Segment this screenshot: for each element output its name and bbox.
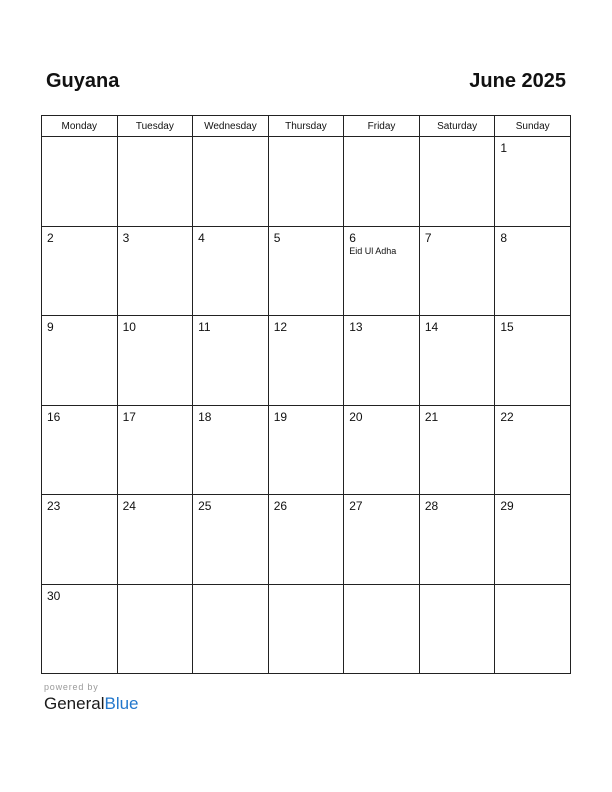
brand-blue-text: Blue	[104, 694, 139, 713]
day-cell	[344, 226, 420, 316]
day-cell	[117, 316, 193, 406]
week-row	[42, 405, 571, 495]
week-row	[42, 137, 571, 227]
day-number: 25	[198, 499, 212, 513]
day-cell	[193, 316, 269, 406]
day-number	[344, 137, 419, 141]
day-cell	[495, 495, 571, 585]
day-cell	[193, 226, 269, 316]
day-number: 29	[500, 499, 514, 513]
day-cell	[495, 137, 571, 227]
day-cell	[193, 495, 269, 585]
weekday-sunday: Sunday	[495, 116, 571, 137]
holiday-label: Eid Ul Adha	[349, 245, 397, 256]
day-cell	[268, 405, 344, 495]
day-number	[420, 137, 495, 141]
day-number: 28	[424, 499, 439, 513]
day-cell	[268, 584, 344, 674]
day-cell	[495, 584, 571, 674]
footer-branding	[44, 682, 139, 714]
brand-logo	[44, 694, 139, 714]
day-number: 24	[122, 499, 136, 513]
day-number: 9	[47, 320, 54, 334]
day-number: 17	[122, 409, 136, 424]
day-number: 30	[47, 588, 61, 603]
day-cell	[344, 495, 420, 585]
weekday-header-row	[42, 116, 571, 137]
day-number: 7	[424, 230, 432, 245]
day-cell	[42, 226, 118, 316]
day-cell	[419, 226, 495, 316]
day-number	[495, 585, 570, 589]
day-number: 10	[122, 320, 136, 334]
day-number: 16	[47, 409, 61, 424]
day-cell	[117, 226, 193, 316]
day-number	[118, 137, 193, 141]
day-cell	[193, 137, 269, 227]
calendar-header	[46, 70, 566, 100]
day-cell	[117, 405, 193, 495]
day-number: 13	[349, 320, 363, 334]
powered-by-label: powered by	[44, 682, 99, 692]
day-cell	[344, 584, 420, 674]
day-number	[344, 585, 419, 589]
day-number	[193, 137, 268, 141]
day-number: 20	[349, 409, 363, 424]
calendar-grid	[41, 115, 571, 674]
day-cell	[117, 137, 193, 227]
day-cell	[42, 316, 118, 406]
day-cell	[117, 495, 193, 585]
day-number	[118, 585, 193, 589]
day-number: 19	[273, 409, 288, 424]
day-cell	[419, 137, 495, 227]
day-cell	[419, 405, 495, 495]
day-cell	[193, 405, 269, 495]
day-number	[42, 137, 117, 141]
day-cell	[495, 405, 571, 495]
day-cell	[42, 495, 118, 585]
day-cell	[495, 226, 571, 316]
day-number: 14	[424, 320, 439, 334]
day-number: 4	[198, 230, 205, 245]
day-cell	[42, 137, 118, 227]
day-cell	[268, 316, 344, 406]
day-number: 12	[273, 320, 288, 334]
day-number: 27	[349, 499, 363, 513]
day-number: 22	[500, 409, 514, 424]
day-cell	[344, 405, 420, 495]
day-number: 8	[500, 230, 508, 245]
day-cell	[42, 584, 118, 674]
day-cell	[268, 137, 344, 227]
week-row	[42, 495, 571, 585]
day-number	[193, 585, 268, 589]
week-row	[42, 584, 571, 674]
weekday-monday: Monday	[42, 116, 118, 137]
day-number: 21	[424, 409, 439, 424]
day-cell	[419, 495, 495, 585]
day-number: 3	[122, 230, 130, 245]
day-number: 15	[500, 320, 514, 334]
day-cell	[419, 584, 495, 674]
weekday-friday: Friday	[344, 116, 420, 137]
weekday-tuesday: Tuesday	[117, 116, 193, 137]
day-number: 6	[349, 230, 356, 245]
day-cell	[344, 316, 420, 406]
day-number: 11	[198, 320, 211, 334]
day-number: 26	[273, 499, 288, 513]
day-cell	[42, 405, 118, 495]
day-cell	[419, 316, 495, 406]
month-year-title: June 2025	[469, 70, 566, 92]
day-cell	[268, 495, 344, 585]
week-row	[42, 226, 571, 316]
day-number: 2	[47, 230, 54, 245]
calendar-body	[42, 137, 571, 674]
brand-general-text: General	[44, 694, 105, 713]
day-number	[269, 137, 344, 141]
day-number: 5	[273, 230, 281, 245]
day-cell	[268, 226, 344, 316]
day-cell	[117, 584, 193, 674]
weekday-thursday: Thursday	[268, 116, 344, 137]
week-row	[42, 316, 571, 406]
day-number: 18	[198, 409, 212, 424]
day-number	[269, 585, 344, 589]
day-number: 1	[500, 141, 508, 155]
day-cell	[495, 316, 571, 406]
day-cell	[344, 137, 420, 227]
country-title: Guyana	[46, 70, 120, 92]
day-number	[420, 585, 495, 589]
weekday-saturday: Saturday	[419, 116, 495, 137]
weekday-wednesday: Wednesday	[193, 116, 269, 137]
day-cell	[193, 584, 269, 674]
day-number: 23	[47, 499, 61, 513]
